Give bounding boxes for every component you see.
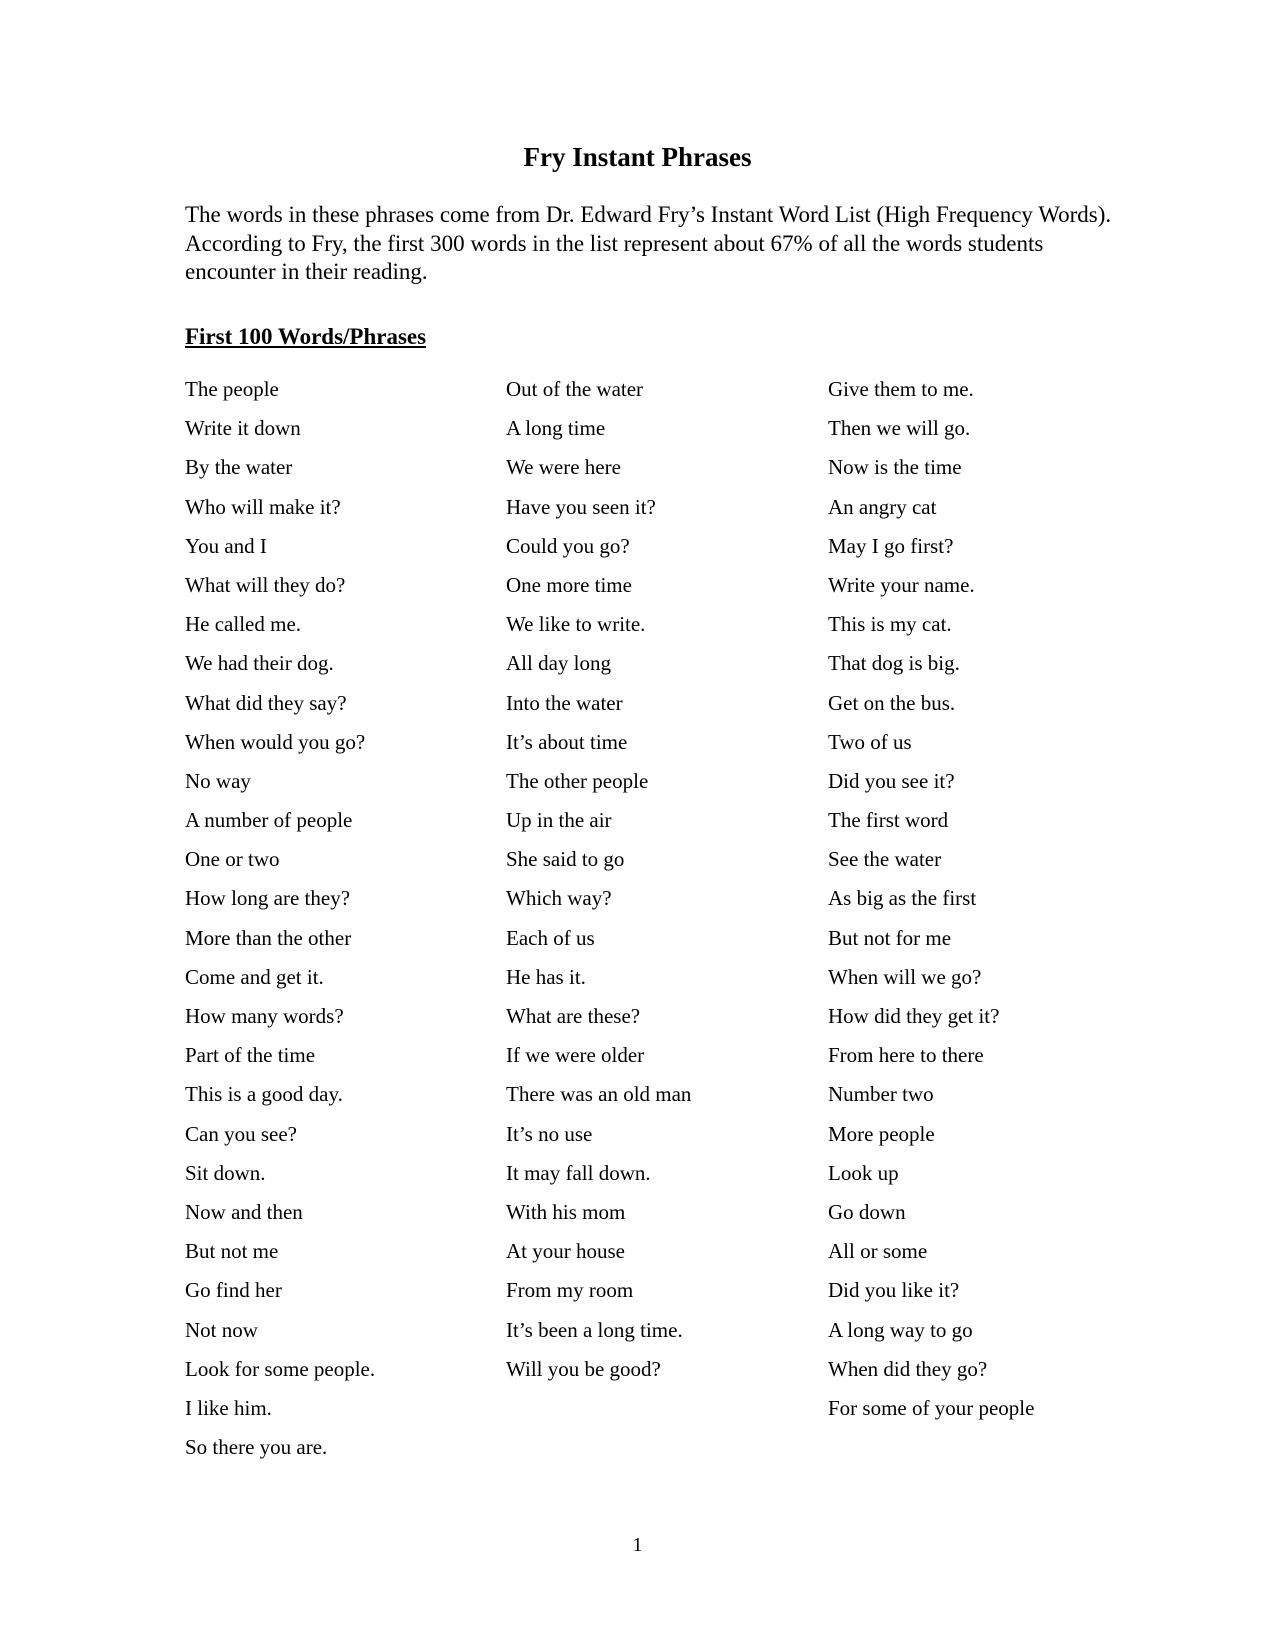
phrase-item: That dog is big. xyxy=(828,651,960,676)
phrase-item: Sit down. xyxy=(185,1160,266,1185)
phrase-item: What did they say? xyxy=(185,690,347,715)
phrase-item: Can you see? xyxy=(185,1121,297,1146)
phrase-item: Not now xyxy=(185,1317,258,1342)
phrase-item: What are these? xyxy=(506,1004,641,1028)
phrase-column-1 xyxy=(185,377,485,1474)
phrase-item: This is my cat. xyxy=(828,612,952,637)
phrase-item: All day long xyxy=(506,651,611,676)
phrase-item: From here to there xyxy=(828,1043,984,1068)
phrase-item: I like him. xyxy=(185,1395,272,1420)
phrase-item: He called me. xyxy=(185,612,302,637)
phrase-item: Did you see it? xyxy=(828,768,955,793)
phrase-item: All or some xyxy=(828,1239,928,1264)
phrase-item: An angry cat xyxy=(828,494,937,519)
phrase-item: The other people xyxy=(506,768,649,793)
phrase-item: For some of your people xyxy=(828,1395,1035,1420)
phrase-item: Each of us xyxy=(506,925,595,950)
phrase-item: How many words? xyxy=(185,1004,344,1028)
phrase-item: Give them to me. xyxy=(828,377,974,401)
phrase-item: Will you be good? xyxy=(506,1356,661,1381)
phrase-item: A long way to go xyxy=(828,1317,973,1342)
phrase-item: See the water xyxy=(828,847,942,872)
section-heading: First 100 Words/Phrases xyxy=(185,324,427,349)
phrase-item: By the water xyxy=(185,455,293,480)
phrase-item: When will we go? xyxy=(828,964,982,989)
phrase-item: It’s about time xyxy=(506,729,628,754)
phrase-item: She said to go xyxy=(506,847,625,872)
phrase-item: A long time xyxy=(506,416,606,441)
phrase-item: Did you like it? xyxy=(828,1278,960,1303)
phrase-item: With his mom xyxy=(506,1199,626,1224)
phrase-item: A number of people xyxy=(185,808,353,833)
phrase-item: Go down xyxy=(828,1199,906,1224)
phrase-item: May I go first? xyxy=(828,533,954,558)
phrase-item: How long are they? xyxy=(185,886,351,911)
phrase-item: It may fall down. xyxy=(506,1160,651,1185)
phrase-column-2 xyxy=(506,377,806,1396)
phrase-item: Part of the time xyxy=(185,1043,316,1068)
phrase-item: We like to write. xyxy=(506,612,646,637)
phrase-item: From my room xyxy=(506,1278,634,1303)
phrase-item: Go find her xyxy=(185,1278,282,1303)
phrase-item: At your house xyxy=(506,1239,625,1264)
phrase-column-3 xyxy=(828,377,1128,1435)
phrase-item: More than the other xyxy=(185,925,352,950)
phrase-item: No way xyxy=(185,768,251,793)
phrase-item: More people xyxy=(828,1121,935,1146)
intro-paragraph: The words in these phrases come from Dr. Edward Fry’s Instant Word List (High Frequency Words). According to Fry, the first 300 words in the list represent about 67% of all the words students encounter in their reading. xyxy=(185,202,1112,284)
phrase-item: Then we will go. xyxy=(828,416,971,441)
phrase-item: You and I xyxy=(185,533,267,558)
phrase-item: When would you go? xyxy=(185,729,366,754)
phrase-item: One more time xyxy=(506,572,632,597)
phrase-item: Come and get it. xyxy=(185,964,324,989)
phrase-item: When did they go? xyxy=(828,1356,988,1381)
phrase-item: Look for some people. xyxy=(185,1356,376,1381)
phrase-item: Which way? xyxy=(506,886,612,911)
phrase-item: There was an old man xyxy=(506,1082,692,1107)
phrase-item: So there you are. xyxy=(185,1435,328,1460)
phrase-item: But not me xyxy=(185,1239,279,1264)
phrase-item: Now is the time xyxy=(828,455,962,480)
phrase-item: Write it down xyxy=(185,416,301,441)
phrase-item: He has it. xyxy=(506,964,586,989)
phrase-item: Look up xyxy=(828,1160,899,1185)
phrase-item: Have you seen it? xyxy=(506,494,656,519)
phrase-item: Write your name. xyxy=(828,572,975,597)
phrase-item: Up in the air xyxy=(506,808,612,833)
phrase-item: Two of us xyxy=(828,729,912,754)
phrase-item: One or two xyxy=(185,847,280,872)
phrase-item: Now and then xyxy=(185,1199,303,1224)
phrase-item: We were here xyxy=(506,455,621,480)
phrase-item: Could you go? xyxy=(506,533,630,558)
phrase-item: Who will make it? xyxy=(185,494,341,519)
phrase-item: Out of the water xyxy=(506,377,644,401)
phrase-item: But not for me xyxy=(828,925,952,950)
phrase-item: How did they get it? xyxy=(828,1004,1000,1028)
page-title: Fry Instant Phrases xyxy=(523,142,752,172)
phrase-item: The first word xyxy=(828,808,949,833)
phrase-item: It’s no use xyxy=(506,1121,593,1146)
phrase-item: This is a good day. xyxy=(185,1082,343,1107)
phrase-item: It’s been a long time. xyxy=(506,1317,683,1342)
phrase-item: Into the water xyxy=(506,690,623,715)
phrase-item: Number two xyxy=(828,1082,934,1107)
phrase-item: What will they do? xyxy=(185,572,346,597)
phrase-item: If we were older xyxy=(506,1043,645,1068)
phrase-item: As big as the first xyxy=(828,886,977,911)
phrase-item: We had their dog. xyxy=(185,651,334,676)
page-number: 1 xyxy=(632,1534,643,1556)
phrase-item: Get on the bus. xyxy=(828,690,956,715)
phrase-item: The people xyxy=(185,377,279,401)
